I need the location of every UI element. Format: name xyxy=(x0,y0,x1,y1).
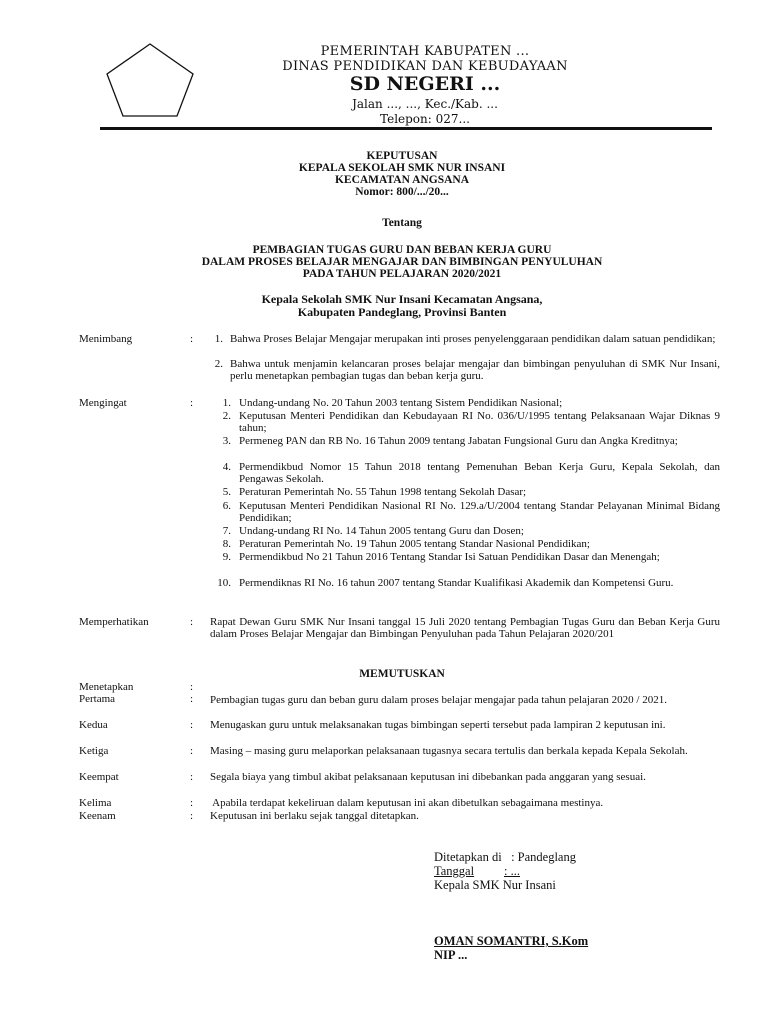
decision-colon-menetapkan: : xyxy=(190,681,194,693)
school-logo-pentagon xyxy=(104,42,196,118)
menimbang-item-2: Bahwa untuk menjamin kelancaran proses belajar mengajar dan bimbingan penyuluhan di SMK Nur Insani, perlu menetapkan pembagian tugas dan beban kerja guru. xyxy=(230,358,720,382)
decision-text-kelima: Apabila terdapat kekeliruan dalam keputusan ini akan dibetulkan sebagaimana mestinya. xyxy=(210,797,604,809)
decision-colon-keenam: : xyxy=(190,810,194,822)
decision-label-kelima: Kelima xyxy=(79,797,112,809)
mengingat-num-3: 3. xyxy=(222,435,231,447)
mengingat-num-5: 5. xyxy=(222,486,231,498)
government-name: PEMERINTAH KABUPATEN ... xyxy=(320,44,530,59)
decision-text-pertama: Pembagian tugas guru dan beban guru dalam proses belajar mengajar pada tahun pelajaran 2020 / 2021. xyxy=(210,694,667,706)
signature-name: OMAN SOMANTRI, S.Kom xyxy=(434,934,589,948)
decision-text-kedua: Menugaskan guru untuk melaksanakan tugas bimbingan seperti tersebut pada lampiran 2 keputusan ini. xyxy=(210,719,666,731)
decision-label-menetapkan: Menetapkan xyxy=(79,681,134,693)
mengingat-num-9: 9. xyxy=(222,551,231,563)
menimbang-item-1: Bahwa Proses Belajar Mengajar merupakan inti proses penyelenggaraan pendidikan dalam satuan pendidikan; xyxy=(230,333,716,345)
mengingat-item-9: Permendikbud No 21 Tahun 2016 Tentang Standar Isi Satuan Pendidikan Dasar dan Menengah; xyxy=(239,551,660,563)
mengingat-item-10: Permendiknas RI No. 16 tahun 2007 tentang Standar Kualifikasi Akademik dan Kompetensi Guru. xyxy=(239,577,674,589)
decision-label-keempat: Keempat xyxy=(79,771,119,783)
decision-colon-kedua: : xyxy=(190,719,194,731)
decision-colon-ketiga: : xyxy=(190,745,194,757)
signature-date-label: Tanggal xyxy=(434,864,475,878)
mengingat-num-7: 7. xyxy=(222,525,231,537)
decree-subject: PEMBAGIAN TUGAS GURU DAN BEBAN KERJA GURU DALAM PROSES BELAJAR MENGAJAR DAN BIMBINGAN PENYULUHAN PADA TAHUN PELAJARAN 2020/2021 xyxy=(201,244,603,280)
letterhead-divider xyxy=(100,127,712,130)
decision-label-kedua: Kedua xyxy=(79,719,108,731)
memperhatikan-label: Memperhatikan xyxy=(79,616,149,628)
memperhatikan-colon: : xyxy=(190,616,194,628)
mengingat-num-8: 8. xyxy=(222,538,231,550)
signature-date-value: : ... xyxy=(504,864,520,878)
decision-label-pertama: Pertama xyxy=(79,693,116,705)
memperhatikan-text: Rapat Dewan Guru SMK Nur Insani tanggal 15 Juli 2020 tentang Pembagian Tugas Guru dan Beban Kerja Guru dalam Proses Belajar Mengajar dan Bimbingan Penyuluhan pada Tahun Pelajaran 2020/201 xyxy=(210,616,720,640)
mengingat-item-8: Peraturan Pemerintah No. 19 Tahun 2005 tentang Standar Nasional Pendidikan; xyxy=(239,538,590,550)
signature-date xyxy=(434,864,520,878)
menimbang-num-2: 2. xyxy=(214,358,223,370)
mengingat-num-6: 6. xyxy=(222,500,231,512)
department-name: DINAS PENDIDIKAN DAN KEBUDAYAAN xyxy=(282,59,568,74)
signature-place: Ditetapkan di : Pandeglang xyxy=(434,850,576,864)
mengingat-item-1: Undang-undang No. 20 Tahun 2003 tentang Sistem Pendidikan Nasional; xyxy=(239,397,563,409)
decision-text-keenam: Keputusan ini berlaku sejak tanggal ditetapkan. xyxy=(210,810,419,822)
school-name: SD NEGERI ... xyxy=(349,73,501,95)
mengingat-num-1: 1. xyxy=(222,397,231,409)
menimbang-num-1: 1. xyxy=(214,333,223,345)
school-address: Jalan ..., ..., Kec./Kab. ... xyxy=(352,97,498,111)
mengingat-label: Mengingat xyxy=(79,397,127,409)
about-heading: Tentang xyxy=(382,217,422,229)
decide-heading: MEMUTUSKAN xyxy=(359,668,445,680)
decision-text-keempat: Segala biaya yang timbul akibat pelaksanaan keputusan ini dibebankan pada anggaran yang sesuai. xyxy=(210,771,646,783)
menimbang-colon: : xyxy=(190,333,194,345)
decision-colon-keempat: : xyxy=(190,771,194,783)
mengingat-item-6: Keputusan Menteri Pendidikan Nasional RI No. 129.a/U/2004 tentang Standar Pelayanan Minimal Bidang Pendidikan; xyxy=(239,500,720,524)
mengingat-item-5: Peraturan Pemerintah No. 55 Tahun 1998 tentang Sekolah Dasar; xyxy=(239,486,527,498)
mengingat-colon: : xyxy=(190,397,194,409)
decision-label-keenam: Keenam xyxy=(79,810,116,822)
mengingat-item-3: Permeneg PAN dan RB No. 16 Tahun 2009 tentang Jabatan Fungsional Guru dan Angka Kreditnya; xyxy=(239,435,678,447)
decree-title: KEPUTUSAN KEPALA SEKOLAH SMK NUR INSANI KECAMATAN ANGSANA Nomor: 800/.../20... xyxy=(298,150,506,198)
mengingat-item-2: Keputusan Menteri Pendidikan dan Kebudayaan RI No. 036/U/1995 tentang Pelaksanaan Wajar Diknas 9 tahun; xyxy=(239,410,720,434)
mengingat-num-10: 10. xyxy=(217,577,231,589)
principal-heading: Kepala Sekolah SMK Nur Insani Kecamatan Angsana, Kabupaten Pandeglang, Provinsi Banten xyxy=(261,292,543,319)
mengingat-num-4: 4. xyxy=(222,461,231,473)
signature-nip: NIP ... xyxy=(434,948,468,962)
mengingat-item-7: Undang-undang RI No. 14 Tahun 2005 tentang Guru dan Dosen; xyxy=(239,525,524,537)
school-phone: Telepon: 027... xyxy=(380,112,470,126)
mengingat-item-4: Permendikbud Nomor 15 Tahun 2018 tentang Pemenuhan Beban Kerja Guru, Kepala Sekolah, dan Pengawas Sekolah. xyxy=(239,461,720,485)
decision-text-ketiga: Masing – masing guru melaporkan pelaksanaan tugasnya secara tertulis dan berkala kepada Kepala Sekolah. xyxy=(210,745,688,757)
menimbang-label: Menimbang xyxy=(79,333,133,345)
decision-label-ketiga: Ketiga xyxy=(79,745,109,757)
decision-colon-pertama: : xyxy=(190,693,194,705)
signature-position: Kepala SMK Nur Insani xyxy=(434,878,556,892)
mengingat-num-2: 2. xyxy=(222,410,231,422)
decision-colon-kelima: : xyxy=(190,797,194,809)
